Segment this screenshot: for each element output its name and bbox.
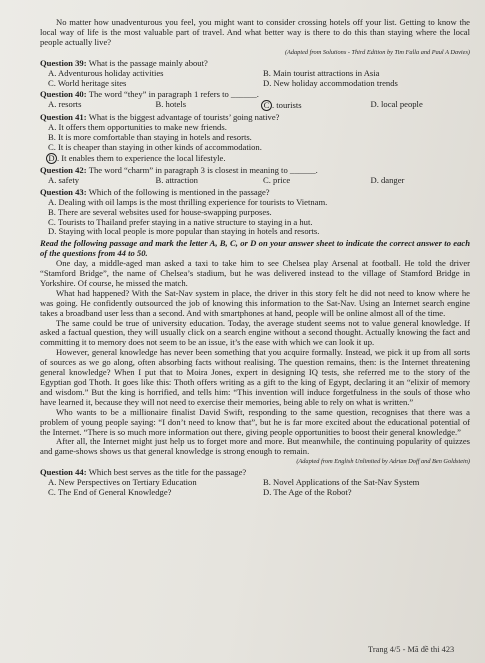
answer-option-text: A. New Perspectives on Tertiary Education: [48, 477, 197, 488]
page-content: [40, 18, 470, 498]
answer-option-text: C. World heritage sites: [48, 77, 127, 88]
answer-option[interactable]: [148, 100, 256, 111]
passage2-paragraph: After all, the Internet might just help us to forget more and more. But meanwhile, the continuing popularity of quizzes and game-shows shows us that general knowledge is strong enough to remain.: [40, 436, 470, 457]
answer-option[interactable]: [40, 227, 470, 237]
answer-option-text: D. Staying with local people is more popular than staying in hotels and resorts.: [48, 226, 320, 237]
question-number: Question 44:: [40, 467, 87, 478]
answer-option[interactable]: [40, 488, 255, 498]
answer-option[interactable]: [148, 176, 256, 186]
answer-option[interactable]: [255, 100, 363, 111]
question-block: [40, 59, 470, 89]
question-stem: Which of the following is mentioned in the passage?: [88, 186, 270, 197]
question-number: Question 43:: [40, 186, 87, 197]
answer-option-text: B. It is more comfortable than staying in hotels and resorts.: [48, 132, 252, 143]
answer-option-text: C. price: [263, 174, 291, 185]
question-group-a: [40, 59, 470, 238]
answer-option-text: A. Adventurous holiday activities: [48, 67, 164, 78]
answer-options: [40, 198, 470, 238]
answer-option-text: D . It enables them to experience the local lifestyle.: [48, 153, 225, 163]
answer-option-text: C. The End of General Knowledge?: [48, 487, 172, 498]
answer-option-text: C . tourists: [263, 100, 302, 110]
question-block: [40, 90, 470, 111]
answer-option-text: B. hotels: [155, 99, 187, 110]
question-stem: The word “they” in paragraph 1 refers to ______.: [88, 89, 259, 100]
answer-option[interactable]: [40, 100, 148, 111]
answer-option-text: B. Novel Applications of the Sat-Nav System: [263, 477, 420, 488]
question-heading: [40, 166, 470, 176]
answer-option[interactable]: [255, 488, 470, 498]
question-stem: The word “charm” in paragraph 3 is closest in meaning to ______.: [88, 164, 318, 175]
passage2-paragraph: However, general knowledge has never been something that you acquire formally. Instead, we pick it up from all sorts of sources as we go along, often absorbing facts without realising. The question remains, then: is the Internet threatening general knowledge? When I put that to Moira Jones, expert in designing IQ tests, she referred me to the story of the Egyptian god Thoth. It goes like this: Thoth offers writing as a gift to the king of Egypt, declaring it an “elixir of memory and wisdom.” But the king is horrified, and tells him: “This invention will induce forgetfulness in the souls of those who have learned it, because they will not need to exercise their memories, being able to rely on what is written.”: [40, 347, 470, 407]
question-group-b: [40, 468, 470, 498]
answer-option[interactable]: [255, 176, 363, 186]
answer-option[interactable]: [363, 100, 471, 111]
question-stem: Which best serves as the title for the passage?: [88, 467, 247, 478]
answer-option-text: D. New holiday accommodation trends: [263, 77, 398, 88]
answer-option-text: A. It offers them opportunities to make new friends.: [48, 122, 227, 133]
page-footer: Trang 4/5 - Mã đề thi 423: [368, 645, 455, 654]
question-stem: What is the passage mainly about?: [88, 57, 208, 68]
answer-option[interactable]: [40, 143, 470, 153]
answer-options: [40, 123, 470, 164]
answer-mark-circle: C: [261, 100, 272, 111]
answer-option[interactable]: [40, 153, 470, 164]
answer-option-text: B. There are several websites used for house-swapping purposes.: [48, 206, 272, 217]
passage2-paragraph: What had happened? With the Sat-Nav system in place, the driver in this story felt he did not need to know where he was going. He confidently outsourced the job of knowing this information to the Sat-Nav. Using an Internet search engine takes a broadband user less than a second. And with smartphones at hand, people will be online almost all of the time.: [40, 287, 470, 318]
passage2-paragraph: Who wants to be a millionaire finalist David Swift, responding to the same question, recognises that there was a problem of young people saying: “I don’t need to know that”, but he is far more excited about the educational potential of the Internet. “There is so much more information out there, giving people opportunities to boost their general knowledge.”: [40, 406, 470, 437]
reading-instruction: Read the following passage and mark the letter A, B, C, or D on your answer sheet to indicate the correct answer to each of the questions from 44 to 50.: [40, 238, 470, 259]
passage1-tail: No matter how unadventurous you feel, you might want to consider crossing hotels off your list. Getting to know the local way of life is the most valuable part of travel. And what better way is there to do this than staying where the local people actually live?: [40, 17, 470, 47]
question-number: Question 41:: [40, 112, 87, 123]
answer-options: [40, 69, 470, 89]
passage2-paragraph: The same could be true of university education. Today, the average student seems not to value general knowledge. If asked a factual question, they will usually click on a search engine without a second thought. Actually knowing the fact and committing it to memory does not seem to be an issue, it’s the ease with which we can look it up.: [40, 317, 470, 348]
question-stem: What is the biggest advantage of tourists’ going native?: [88, 112, 280, 123]
answer-option-text: B. Main tourist attractions in Asia: [263, 67, 380, 78]
question-block: [40, 188, 470, 238]
answer-options: [40, 478, 470, 498]
question-number: Question 42:: [40, 164, 87, 175]
answer-option-text: A. resorts: [48, 99, 82, 110]
answer-options: [40, 176, 470, 186]
question-number: Question 40:: [40, 89, 87, 100]
source-citation-2: (Adapted from English Unlimited by Adrian Doff and Ben Goldstein): [296, 458, 470, 466]
answer-options: [40, 100, 470, 111]
answer-option-text: B. attraction: [155, 174, 198, 185]
source-citation-1: (Adapted from Solutions - Third Edition by Tim Falla and Paul A Davies): [284, 48, 470, 56]
answer-mark-circle: D: [46, 153, 57, 164]
answer-option[interactable]: [255, 79, 470, 89]
answer-option[interactable]: [40, 176, 148, 186]
passage2-paragraph: One day, a middle-aged man asked a taxi to take him to see Chelsea play Arsenal at football. He told the driver “Stamford Bridge”, the name of Chelsea’s stadium, but he was delivered instead to the village of Stamford Bridge in Yorkshire. Of course, he missed the match.: [40, 258, 470, 288]
answer-option-text: D. The Age of the Robot?: [263, 487, 352, 498]
answer-option-text: A. safety: [48, 174, 80, 185]
answer-option-text: A. Dealing with oil lamps is the most thrilling experience for tourists to Vietnam.: [48, 196, 328, 207]
answer-option-text: C. Tourists to Thailand prefer staying in a native structure to staying in a hut.: [48, 216, 313, 227]
answer-option-text: C. It is cheaper than staying in other kinds of accommodation.: [48, 142, 262, 153]
answer-option[interactable]: [363, 176, 471, 186]
question-block: [40, 113, 470, 164]
answer-option[interactable]: [40, 79, 255, 89]
answer-option-text: D. danger: [370, 174, 405, 185]
question-block: [40, 468, 470, 498]
answer-option-text: D. local people: [370, 99, 423, 110]
question-number: Question 39:: [40, 57, 87, 68]
question-block: [40, 166, 470, 186]
